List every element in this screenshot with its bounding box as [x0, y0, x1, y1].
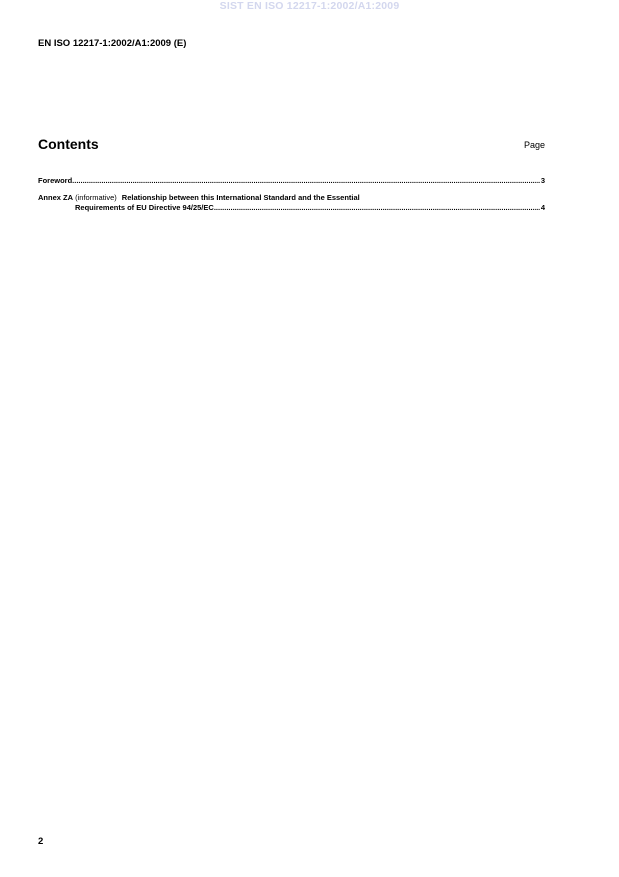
page-number: 2: [38, 836, 44, 847]
toc-entry-annex-za[interactable]: [38, 193, 545, 213]
watermark: SIST EN ISO 12217-1:2002/A1:2009: [219, 0, 400, 12]
document-id-header: EN ISO 12217-1:2002/A1:2009 (E): [38, 38, 187, 49]
annex-title-line1: Relationship between this International Standard and the Essential: [121, 193, 360, 202]
annex-prefix: Annex ZA: [38, 193, 74, 202]
dot-leader: [72, 176, 540, 186]
contents-heading: Contents: [38, 136, 99, 152]
toc-entry-page: 4: [540, 203, 545, 212]
toc-entry-page: 3: [540, 176, 545, 185]
annex-qualifier: (informative): [75, 193, 117, 202]
table-of-contents: [38, 176, 545, 213]
page-column-label: Page: [523, 140, 545, 150]
toc-entry-foreword[interactable]: [38, 176, 545, 186]
toc-entry-title: Foreword: [38, 176, 73, 185]
dot-leader: [214, 203, 540, 213]
annex-title-line2: Requirements of EU Directive 94/25/EC: [75, 203, 214, 212]
